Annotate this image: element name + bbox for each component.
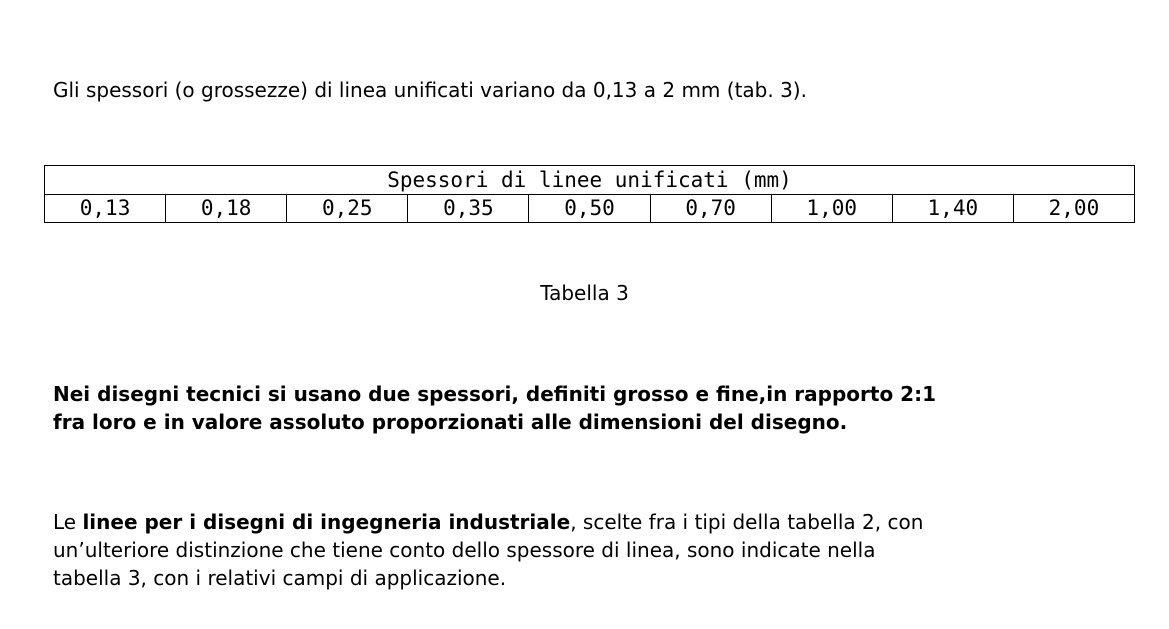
rule-paragraph (53, 380, 936, 436)
table-cell: 0,18 (166, 195, 287, 223)
rule-line-2: fra loro e in valore assoluto proporzionati alle dimensioni del disegno. (53, 410, 848, 434)
table-cell: 0,70 (650, 195, 771, 223)
table-cell: 1,00 (771, 195, 892, 223)
lines-paragraph (53, 508, 923, 592)
table-cell: 0,25 (287, 195, 408, 223)
rule-line-1: Nei disegni tecnici si usano due spessori, definiti grosso e fine,in rapporto 2:1 (53, 382, 936, 406)
intro-paragraph: Gli spessori (o grossezze) di linea unificati variano da 0,13 a 2 mm (tab. 3). (53, 78, 807, 102)
table-cell: 0,50 (529, 195, 650, 223)
table-cell: 0,35 (408, 195, 529, 223)
table-header: Spessori di linee unificati (mm) (45, 166, 1135, 195)
line-thickness-table (44, 165, 1135, 223)
table-cell: 1,40 (892, 195, 1013, 223)
lines-line-2: un’ulteriore distinzione che tiene conto dello spessore di linea, sono indicate nella (53, 538, 876, 562)
table-cell: 2,00 (1013, 195, 1134, 223)
table-row (45, 195, 1135, 223)
lines-lead: Le (53, 510, 83, 534)
lines-line-3: tabella 3, con i relativi campi di applicazione. (53, 566, 507, 590)
lines-emphasis: linee per i disegni di ingegneria industriale (82, 510, 571, 534)
table-cell: 0,13 (45, 195, 166, 223)
table-header-row (45, 166, 1135, 195)
lines-line-1-rest: , scelte fra i tipi della tabella 2, con (570, 510, 924, 534)
table-caption: Tabella 3 (540, 281, 629, 305)
